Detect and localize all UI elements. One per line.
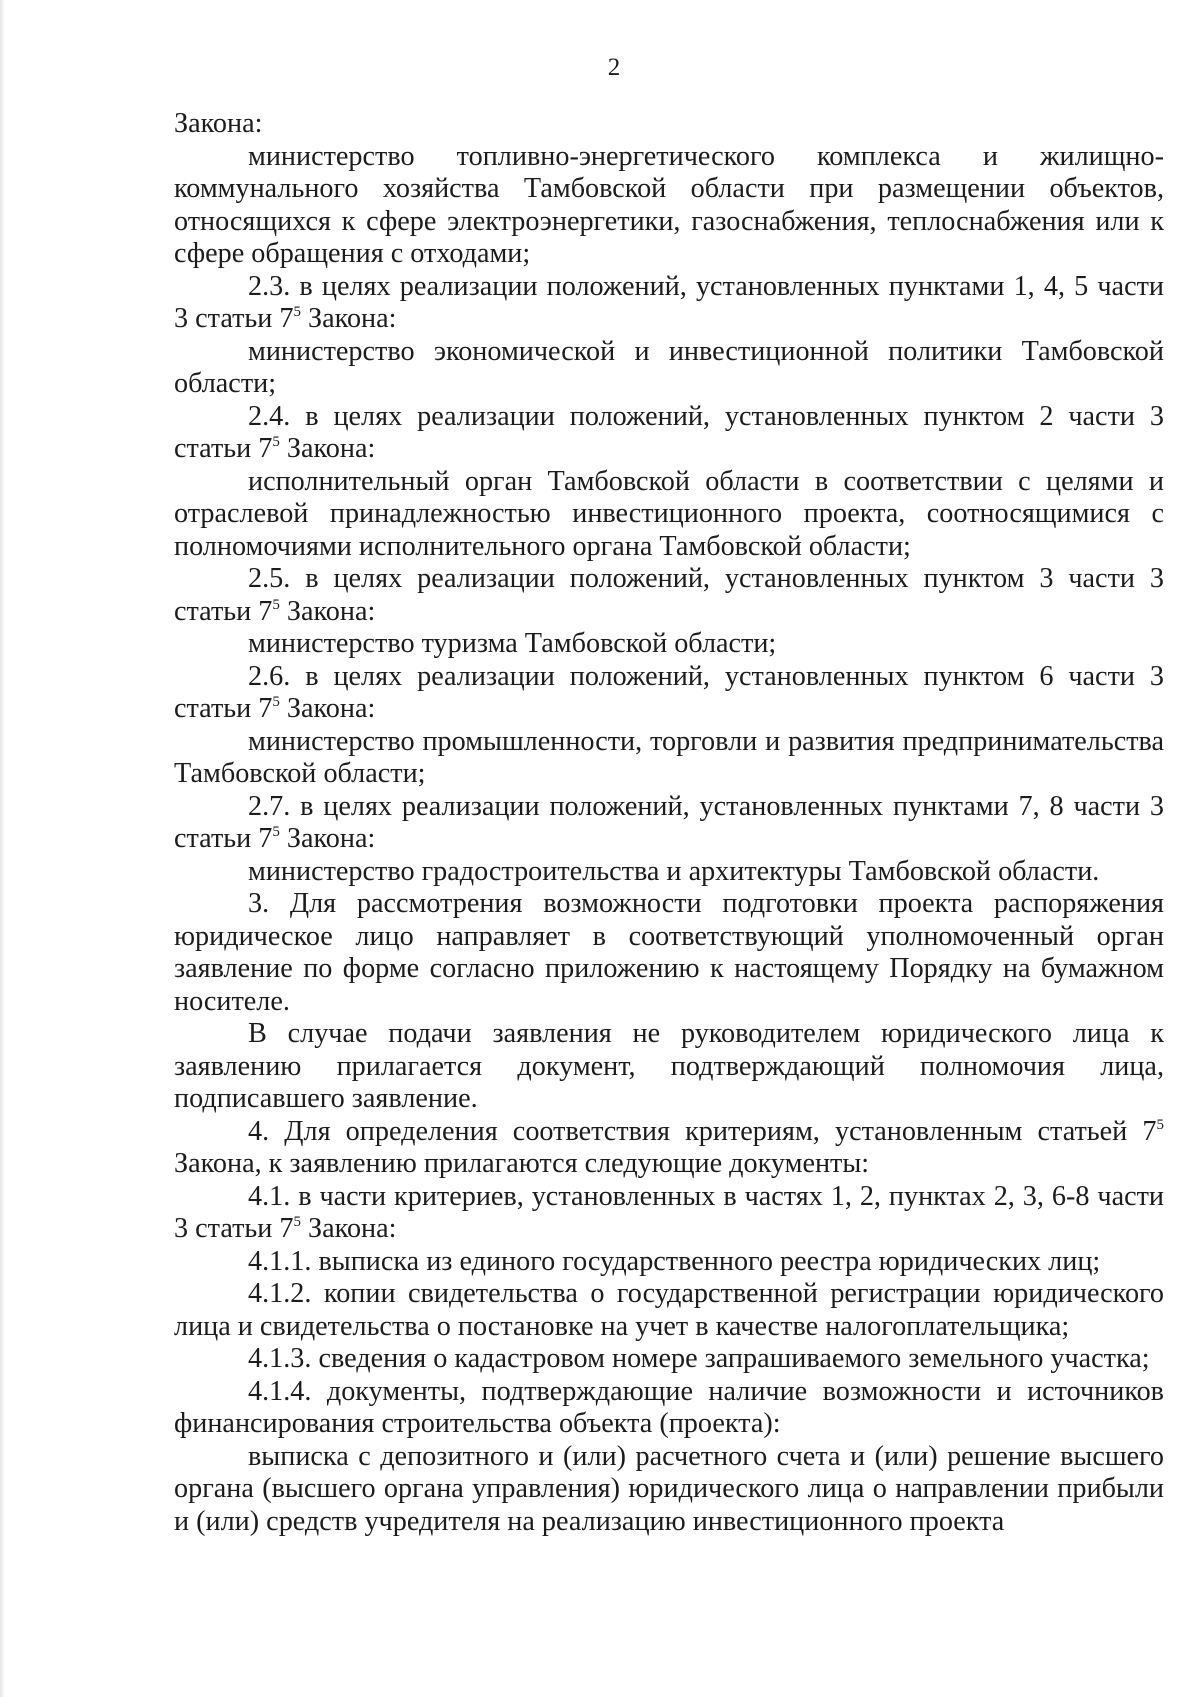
paragraph bbox=[174, 141, 1164, 271]
paragraph bbox=[174, 628, 1164, 661]
paragraph bbox=[174, 1018, 1164, 1116]
paragraph bbox=[174, 563, 1164, 628]
superscript: 5 bbox=[272, 434, 280, 450]
paragraph bbox=[174, 661, 1164, 726]
paragraph bbox=[174, 1246, 1164, 1279]
paragraph-text: Закона, к заявлению прилагаются следующие документы: bbox=[174, 1148, 870, 1179]
superscript: 5 bbox=[1156, 1116, 1164, 1133]
paragraph bbox=[174, 1441, 1164, 1539]
paragraph-text: Закона: bbox=[301, 1213, 397, 1244]
paragraph-text: 4.1.2. копии свидетельства о государственной регистрации юридического лица и свидетельства о постановке на учет в качестве налогоплательщика; bbox=[174, 1278, 1164, 1342]
paragraph bbox=[174, 1343, 1164, 1376]
paragraph-text: министерство градостроительства и архитектуры Тамбовской области. bbox=[248, 855, 1100, 887]
paragraph-text: 2.4. в целях реализации положений, установленных пунктом 2 части 3 статьи 7 bbox=[174, 400, 1164, 464]
paragraph-text: выписка с депозитного и (или) расчетного счета и (или) решение высшего органа (высшего органа управления) юридического лица о направлении прибыли и (или) средств учредителя на реализацию инвестиционного проекта bbox=[174, 1440, 1164, 1537]
paragraph bbox=[174, 1278, 1164, 1343]
paragraph-text: министерство топливно-энергетического комплекса и жилищно-коммунального хозяйства Тамбовской области при размещении объектов, относящихся к сфере электроэнергетики, газоснабжения, теплоснабжения или к сфере обращения с отходами; bbox=[174, 140, 1164, 269]
paragraph-text: Закона: bbox=[279, 823, 376, 854]
paragraph-text: 4.1. в части критериев, установленных в частях 1, 2, пунктах 2, 3, 6-8 части 3 статьи 7 bbox=[174, 1180, 1164, 1244]
paragraph-text: Закона: bbox=[279, 693, 376, 724]
paragraph bbox=[174, 1116, 1164, 1181]
paragraph-text: Закона: bbox=[301, 303, 397, 334]
superscript: 5 bbox=[272, 694, 280, 710]
paragraph-text: министерство промышленности, торговли и развития предпринимательства Тамбовской области; bbox=[174, 725, 1164, 789]
paragraph-text: 2.5. в целях реализации положений, установленных пунктом 3 части 3 статьи 7 bbox=[174, 563, 1164, 627]
paragraph bbox=[174, 791, 1164, 856]
paragraph-text: Закона: bbox=[279, 433, 376, 464]
paragraph-text: 4.1.4. документы, подтверждающие наличие возможности и источников финансирования строительства объекта (проекта): bbox=[174, 1375, 1164, 1439]
paragraph bbox=[174, 888, 1164, 1018]
paragraph-text: Закона: bbox=[279, 595, 376, 627]
paragraph-text: министерство экономической и инвестиционной политики Тамбовской области; bbox=[174, 335, 1164, 399]
paragraph bbox=[174, 271, 1164, 336]
superscript: 5 bbox=[293, 1214, 301, 1230]
paragraph-text: министерство туризма Тамбовской области; bbox=[248, 628, 777, 659]
page-number: 2 bbox=[607, 54, 621, 81]
superscript: 5 bbox=[272, 596, 280, 613]
paragraph-text: исполнительный орган Тамбовской области в соответствии с целями и отраслевой принадлежностью инвестиционного проекта, соотносящимися с полномочиями исполнительного органа Тамбовской области; bbox=[174, 465, 1164, 562]
paragraph-text: 2.3. в целях реализации положений, установленных пунктами 1, 4, 5 части 3 статьи 7 bbox=[174, 270, 1164, 334]
paragraph-text: 2.6. в целях реализации положений, установленных пунктом 6 части 3 статьи 7 bbox=[174, 660, 1164, 724]
paragraph bbox=[174, 108, 1164, 141]
paragraph-text: В случае подачи заявления не руководителем юридического лица к заявлению прилагается документ, подтверждающий полномочия лица, подписавшего заявление. bbox=[174, 1018, 1164, 1114]
paragraph bbox=[174, 726, 1164, 791]
paragraph-text: 4. Для определения соответствия критериям, установленным статьей 7 bbox=[248, 1115, 1157, 1147]
paragraph-text: 3. Для рассмотрения возможности подготовки проекта распоряжения юридическое лицо направляет в соответствующий уполномоченный орган заявление по форме согласно приложению к настоящему Порядку на бумажном носителе. bbox=[174, 888, 1164, 1017]
paragraph-text: 2.7. в целях реализации положений, установленных пунктами 7, 8 части 3 статьи 7 bbox=[174, 790, 1164, 854]
superscript: 5 bbox=[272, 824, 280, 840]
scan-edge bbox=[0, 0, 5, 1697]
document-body bbox=[174, 108, 1164, 1538]
paragraph bbox=[174, 1376, 1164, 1441]
paragraph bbox=[174, 336, 1164, 401]
paragraph-text: Закона: bbox=[174, 108, 263, 139]
paragraph bbox=[174, 856, 1164, 889]
paragraph bbox=[174, 466, 1164, 564]
paragraph-text: 4.1.1. выписка из единого государственного реестра юридических лиц; bbox=[248, 1245, 1101, 1277]
paragraph-text: 4.1.3. сведения о кадастровом номере запрашиваемого земельного участка; bbox=[248, 1343, 1150, 1374]
superscript: 5 bbox=[293, 304, 301, 320]
paragraph bbox=[174, 401, 1164, 466]
paragraph bbox=[174, 1181, 1164, 1246]
